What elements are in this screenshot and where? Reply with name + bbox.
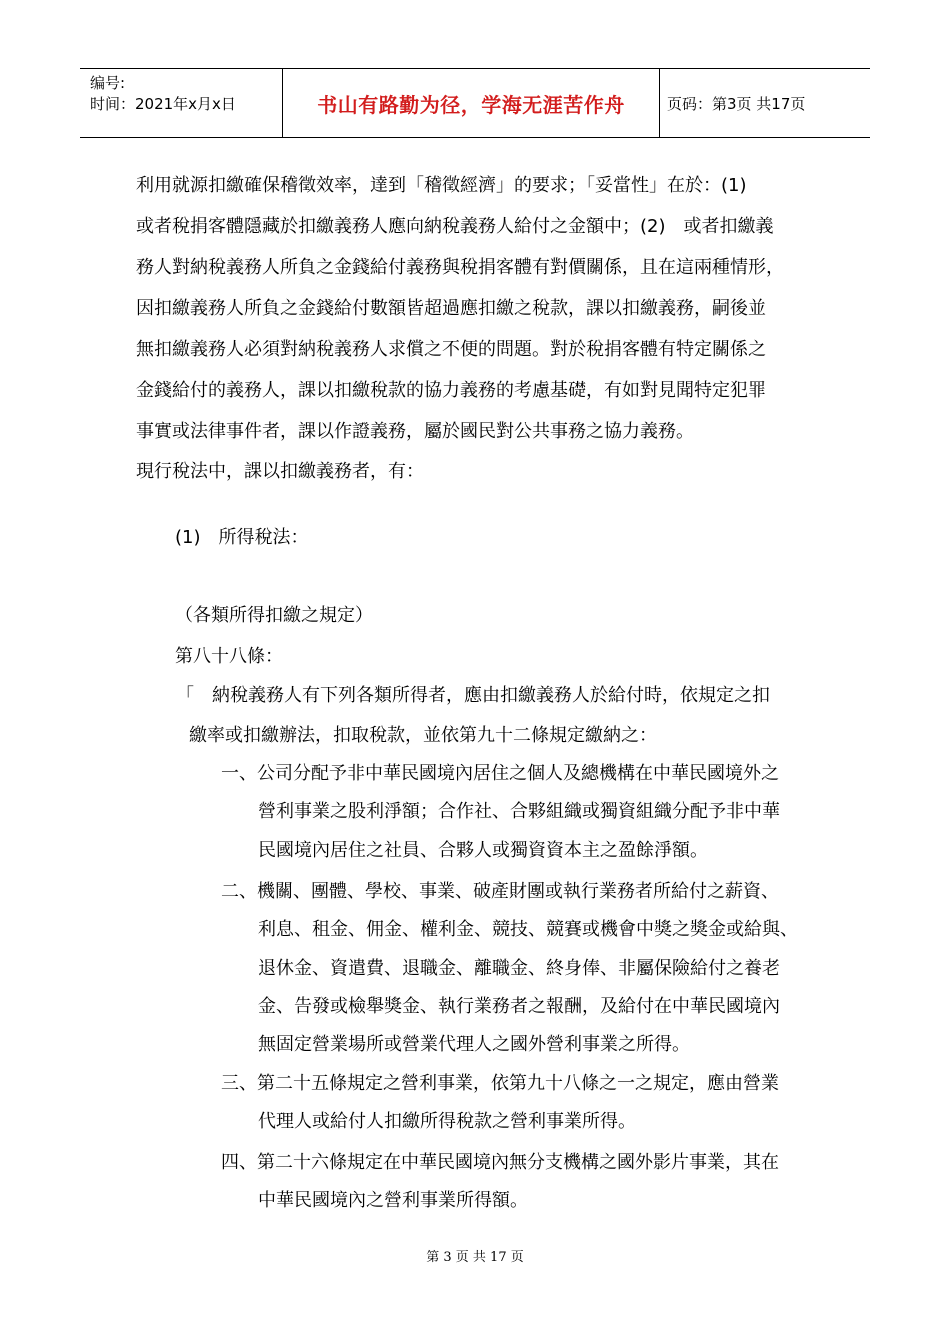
body-line: 事實或法律事件者，課以作證義務，屬於國民對公共事務之協力義務。 — [136, 421, 694, 442]
header-page-cell — [660, 69, 870, 137]
list-item: 二、機關、團體、學校、事業、破產財團或執行業務者所給付之薪資、 — [221, 881, 779, 902]
article-title: 第八十八條： — [175, 646, 283, 667]
section-subheading: （各類所得扣繳之規定） — [175, 605, 373, 626]
list-item-continuation: 金、告發或檢舉獎金、執行業務者之報酬，及給付在中華民國境內 — [258, 996, 780, 1017]
list-item-continuation: 民國境內居住之社員、合夥人或獨資資本主之盈餘淨額。 — [258, 840, 708, 861]
quote-line: 「 納稅義務人有下列各類所得者，應由扣繳義務人於給付時，依規定之扣 — [176, 685, 770, 706]
body-line: 無扣繳義務人必須對納稅義務人求償之不便的問題。對於稅捐客體有特定關係之 — [136, 339, 766, 360]
list-item-continuation: 中華民國境內之營利事業所得額。 — [258, 1190, 528, 1211]
header-page-label: 页码：第3页 共17页 — [667, 94, 806, 113]
doc-date-label: 时间：2021年x月x日 — [90, 95, 236, 113]
body-line: 現行稅法中，課以扣繳義務者，有： — [136, 461, 424, 482]
document-header — [80, 68, 870, 138]
list-item-continuation: 營利事業之股利淨額；合作社、合夥組織或獨資組織分配予非中華 — [258, 801, 780, 822]
list-item-continuation: 代理人或給付人扣繳所得稅款之營利事業所得。 — [258, 1111, 636, 1132]
list-item-continuation: 退休金、資遣費、退職金、離職金、終身俸、非屬保險給付之養老 — [258, 958, 780, 979]
list-item-continuation: 利息、租金、佣金、權利金、競技、競賽或機會中獎之獎金或給與、 — [258, 919, 798, 940]
list-item: 一、公司分配予非中華民國境內居住之個人及總機構在中華民國境外之 — [221, 763, 779, 784]
header-meta — [80, 69, 283, 137]
body-line: 務人對納稅義務人所負之金錢給付義務與稅捐客體有對價關係，且在這兩種情形， — [136, 257, 784, 278]
quote-line: 繳率或扣繳辦法，扣取稅款，並依第九十二條規定繳納之： — [189, 725, 657, 746]
body-line: 或者稅捐客體隱藏於扣繳義務人應向納稅義務人給付之金額中；(2) 或者扣繳義 — [136, 216, 774, 237]
section-heading: (1) 所得稅法： — [175, 527, 309, 548]
body-line: 利用就源扣繳確保稽徵效率，達到「稽徵經濟」的要求；「妥當性」在於：(1) — [136, 175, 747, 196]
header-motto: 书山有路勤为径，学海无涯苦作舟 — [317, 92, 625, 117]
list-item: 三、第二十五條規定之營利事業，依第九十八條之一之規定，應由營業 — [221, 1073, 779, 1094]
header-motto-cell — [283, 69, 660, 137]
list-item: 四、第二十六條規定在中華民國境內無分支機構之國外影片事業，其在 — [221, 1152, 779, 1173]
body-line: 金錢給付的義務人，課以扣繳稅款的協力義務的考慮基礎，有如對見聞特定犯罪 — [136, 380, 766, 401]
doc-number-label: 编号: — [90, 74, 126, 92]
page-footer: 第 3 页 共 17 页 — [426, 1250, 524, 1265]
list-item-continuation: 無固定營業場所或營業代理人之國外營利事業之所得。 — [258, 1034, 690, 1055]
body-line: 因扣繳義務人所負之金錢給付數額皆超過應扣繳之稅款，課以扣繳義務，嗣後並 — [136, 298, 766, 319]
